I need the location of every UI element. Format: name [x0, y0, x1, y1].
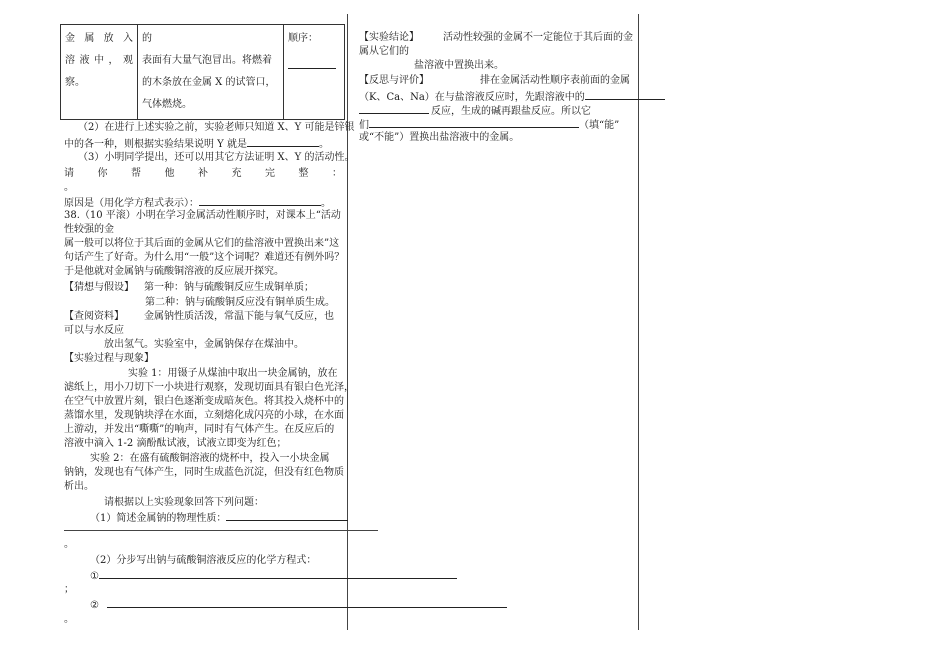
reflection-text-2: （K、Ca、Na）在与盐溶液反应时，先跟溶液中的 [359, 92, 585, 103]
q3-line: （3）小明同学提出，还可以用其它方法证明 X、Y 的活动性。 [78, 152, 355, 163]
answer-1-continuation-line[interactable] [64, 530, 378, 531]
hypothesis-2: 第二种：钠与硫酸铜反应没有铜单质生成。 [145, 297, 335, 308]
table-cell-operation [61, 25, 138, 120]
exp1-line5: 上游动，并发出“嘶嘶”的响声，同时有气体产生。在反应后的 [64, 424, 335, 435]
table-text: 察。 [65, 77, 85, 88]
column-divider-2 [638, 14, 639, 630]
equation-2-marker: ② [90, 600, 99, 611]
procedure-label: 【实验过程与现象】 [64, 353, 154, 364]
equation-2-line [90, 596, 507, 613]
exp1-line1: 实验 1：用镊子从煤油中取出一块金属钠，放在 [128, 368, 338, 379]
table-cell-phenomenon [138, 25, 284, 120]
blank-equation-1[interactable] [99, 567, 457, 579]
table-text: 溶 液 中 ， 观 [65, 55, 133, 66]
exp1-line4: 蒸馏水里，发现钠块浮在水面，立刻熔化成闪亮的小球，在水面 [64, 410, 344, 421]
answer-1-line [90, 509, 348, 526]
answer-2-label: （2）分步写出钠与硫酸铜溶液反应的化学方程式： [90, 555, 317, 566]
blank-reason-equation[interactable] [199, 194, 321, 206]
char: 请 [64, 168, 74, 179]
conclusion-text-3: 盐溶液中置换出来。 [414, 60, 504, 71]
char: 充 [231, 168, 242, 179]
reflection-text-1: 排在金属活动性顺序表前面的金属 [480, 75, 630, 86]
q38-line2: 性较强的金 [64, 224, 114, 235]
table-text: 的木条放在金属 X 的试管口， [142, 77, 276, 88]
q2-text: 中的各一种，则根据实验结果说明 Y 就是 [64, 139, 247, 150]
q38-line4: 句话产生了好奇。为什么用“一般”这个词呢？难道还有例外吗？ [64, 252, 345, 263]
hypothesis-1: 第一种：钠与硫酸铜反应生成铜单质； [144, 282, 314, 293]
char: 你 [97, 168, 108, 179]
reflection-text-3: 反应，生成的碱再跟盐反应。所以它 [431, 106, 591, 117]
char: 帮 [131, 168, 141, 179]
conclusion-line1 [359, 30, 633, 45]
reflection-text-4a: 们 [359, 120, 369, 131]
exp2-line1: 实验 2：在盛有硫酸铜溶液的烧杯中，投入一小块金属 [90, 453, 330, 464]
answer-intro: 请根据以上实验现象回答下列问题： [104, 497, 264, 508]
reason-label: 原因是（用化学方程式表示）： [64, 198, 199, 209]
dot-line-4: 。 [64, 614, 74, 625]
blank-physical-properties[interactable] [226, 509, 348, 521]
hypothesis-line1 [64, 280, 314, 295]
table-text: 气体燃烧。 [142, 99, 192, 110]
exp1-line2: 滤纸上，用小刀切下一小块进行观察，发现切面具有银白色光泽， [64, 382, 354, 393]
experiment-table [60, 24, 345, 120]
exp1-line3: 在空气中放置片刻，银白色逐渐变成暗灰色。将其投入烧杯中的 [64, 396, 344, 407]
exp1-line6: 溶液中滴入 1-2 滴酚酞试液，试液立即变为红色； [64, 438, 287, 449]
equation-1-line [90, 567, 457, 584]
q38-line3: 属一般可以将位于其后面的金属从它们的盐溶液中置换出来”这 [64, 238, 340, 249]
equation-1-marker: ① [90, 571, 99, 582]
char: 他 [164, 168, 175, 179]
conclusion-text-1: 活动性较强的金属不一定能位于其后面的金 [443, 32, 633, 43]
q38-line5: 于是他就对金属钠与硫酸铜溶液的反应展开探究。 [64, 266, 284, 277]
reference-line1 [64, 309, 334, 324]
char: ： [332, 168, 342, 179]
dot-line-1: 。 [64, 182, 74, 193]
table-text: 金 属 放 入 [65, 33, 133, 44]
reference-label: 【查阅资料】 [64, 311, 124, 322]
q38-line1: 38.（10 平滚）小明在学习金属活动性顺序时，对课本上“活动 [64, 210, 341, 221]
table-text: 表面有大量气泡冒出。将燃着 [142, 55, 272, 66]
conclusion-label: 【实验结论】 [359, 32, 419, 43]
blank-react-with-cont[interactable] [359, 102, 429, 114]
reference-text-3: 放出氢气。实验室中，金属钠保存在煤油中。 [104, 339, 304, 350]
table-cell-order [284, 25, 345, 120]
dot-line-3: ； [64, 584, 74, 595]
dot-line-2: 。 [64, 539, 74, 550]
hypothesis-label: 【猜想与假设】 [64, 282, 134, 293]
blank-can-or-cannot[interactable] [369, 116, 579, 128]
conclusion-text-2: 属从它们的 [359, 46, 409, 57]
exp2-line3: 析出。 [64, 481, 94, 492]
char: 整 [298, 168, 309, 179]
char: 补 [198, 168, 208, 179]
reflection-line1 [359, 73, 630, 88]
punct: 。 [321, 198, 331, 209]
reflection-text-4b: （填“能” [579, 120, 620, 131]
reference-text-1: 金属钠性质活泼，常温下能与氧气反应，也 [144, 311, 334, 322]
table-text: 的 [142, 33, 152, 44]
blank-y-metal[interactable] [247, 135, 319, 147]
column-divider-1 [347, 14, 348, 630]
table-text: 顺序： [288, 33, 318, 44]
reflection-label: 【反思与评价】 [359, 75, 429, 86]
blank-equation-2[interactable] [107, 596, 507, 608]
blank-order[interactable] [288, 57, 336, 69]
reference-text-2: 可以与水反应 [64, 325, 124, 336]
blank-react-with[interactable] [585, 88, 665, 100]
q2-line1: （2）在进行上述实验之前，实验老师只知道 X、Y 可能是锌银 [78, 122, 355, 133]
reflection-text-5: 或“不能”）置换出盐溶液中的金属。 [359, 132, 520, 143]
char: 完 [265, 168, 275, 179]
exp2-line2: 钠钠，发现也有气体产生，同时生成蓝色沉淀，但没有红色物质 [64, 467, 344, 478]
answer-1-label: （1）简述金属钠的物理性质： [90, 513, 227, 524]
q3-spread-line [64, 166, 342, 181]
punct: 。 [318, 139, 329, 150]
